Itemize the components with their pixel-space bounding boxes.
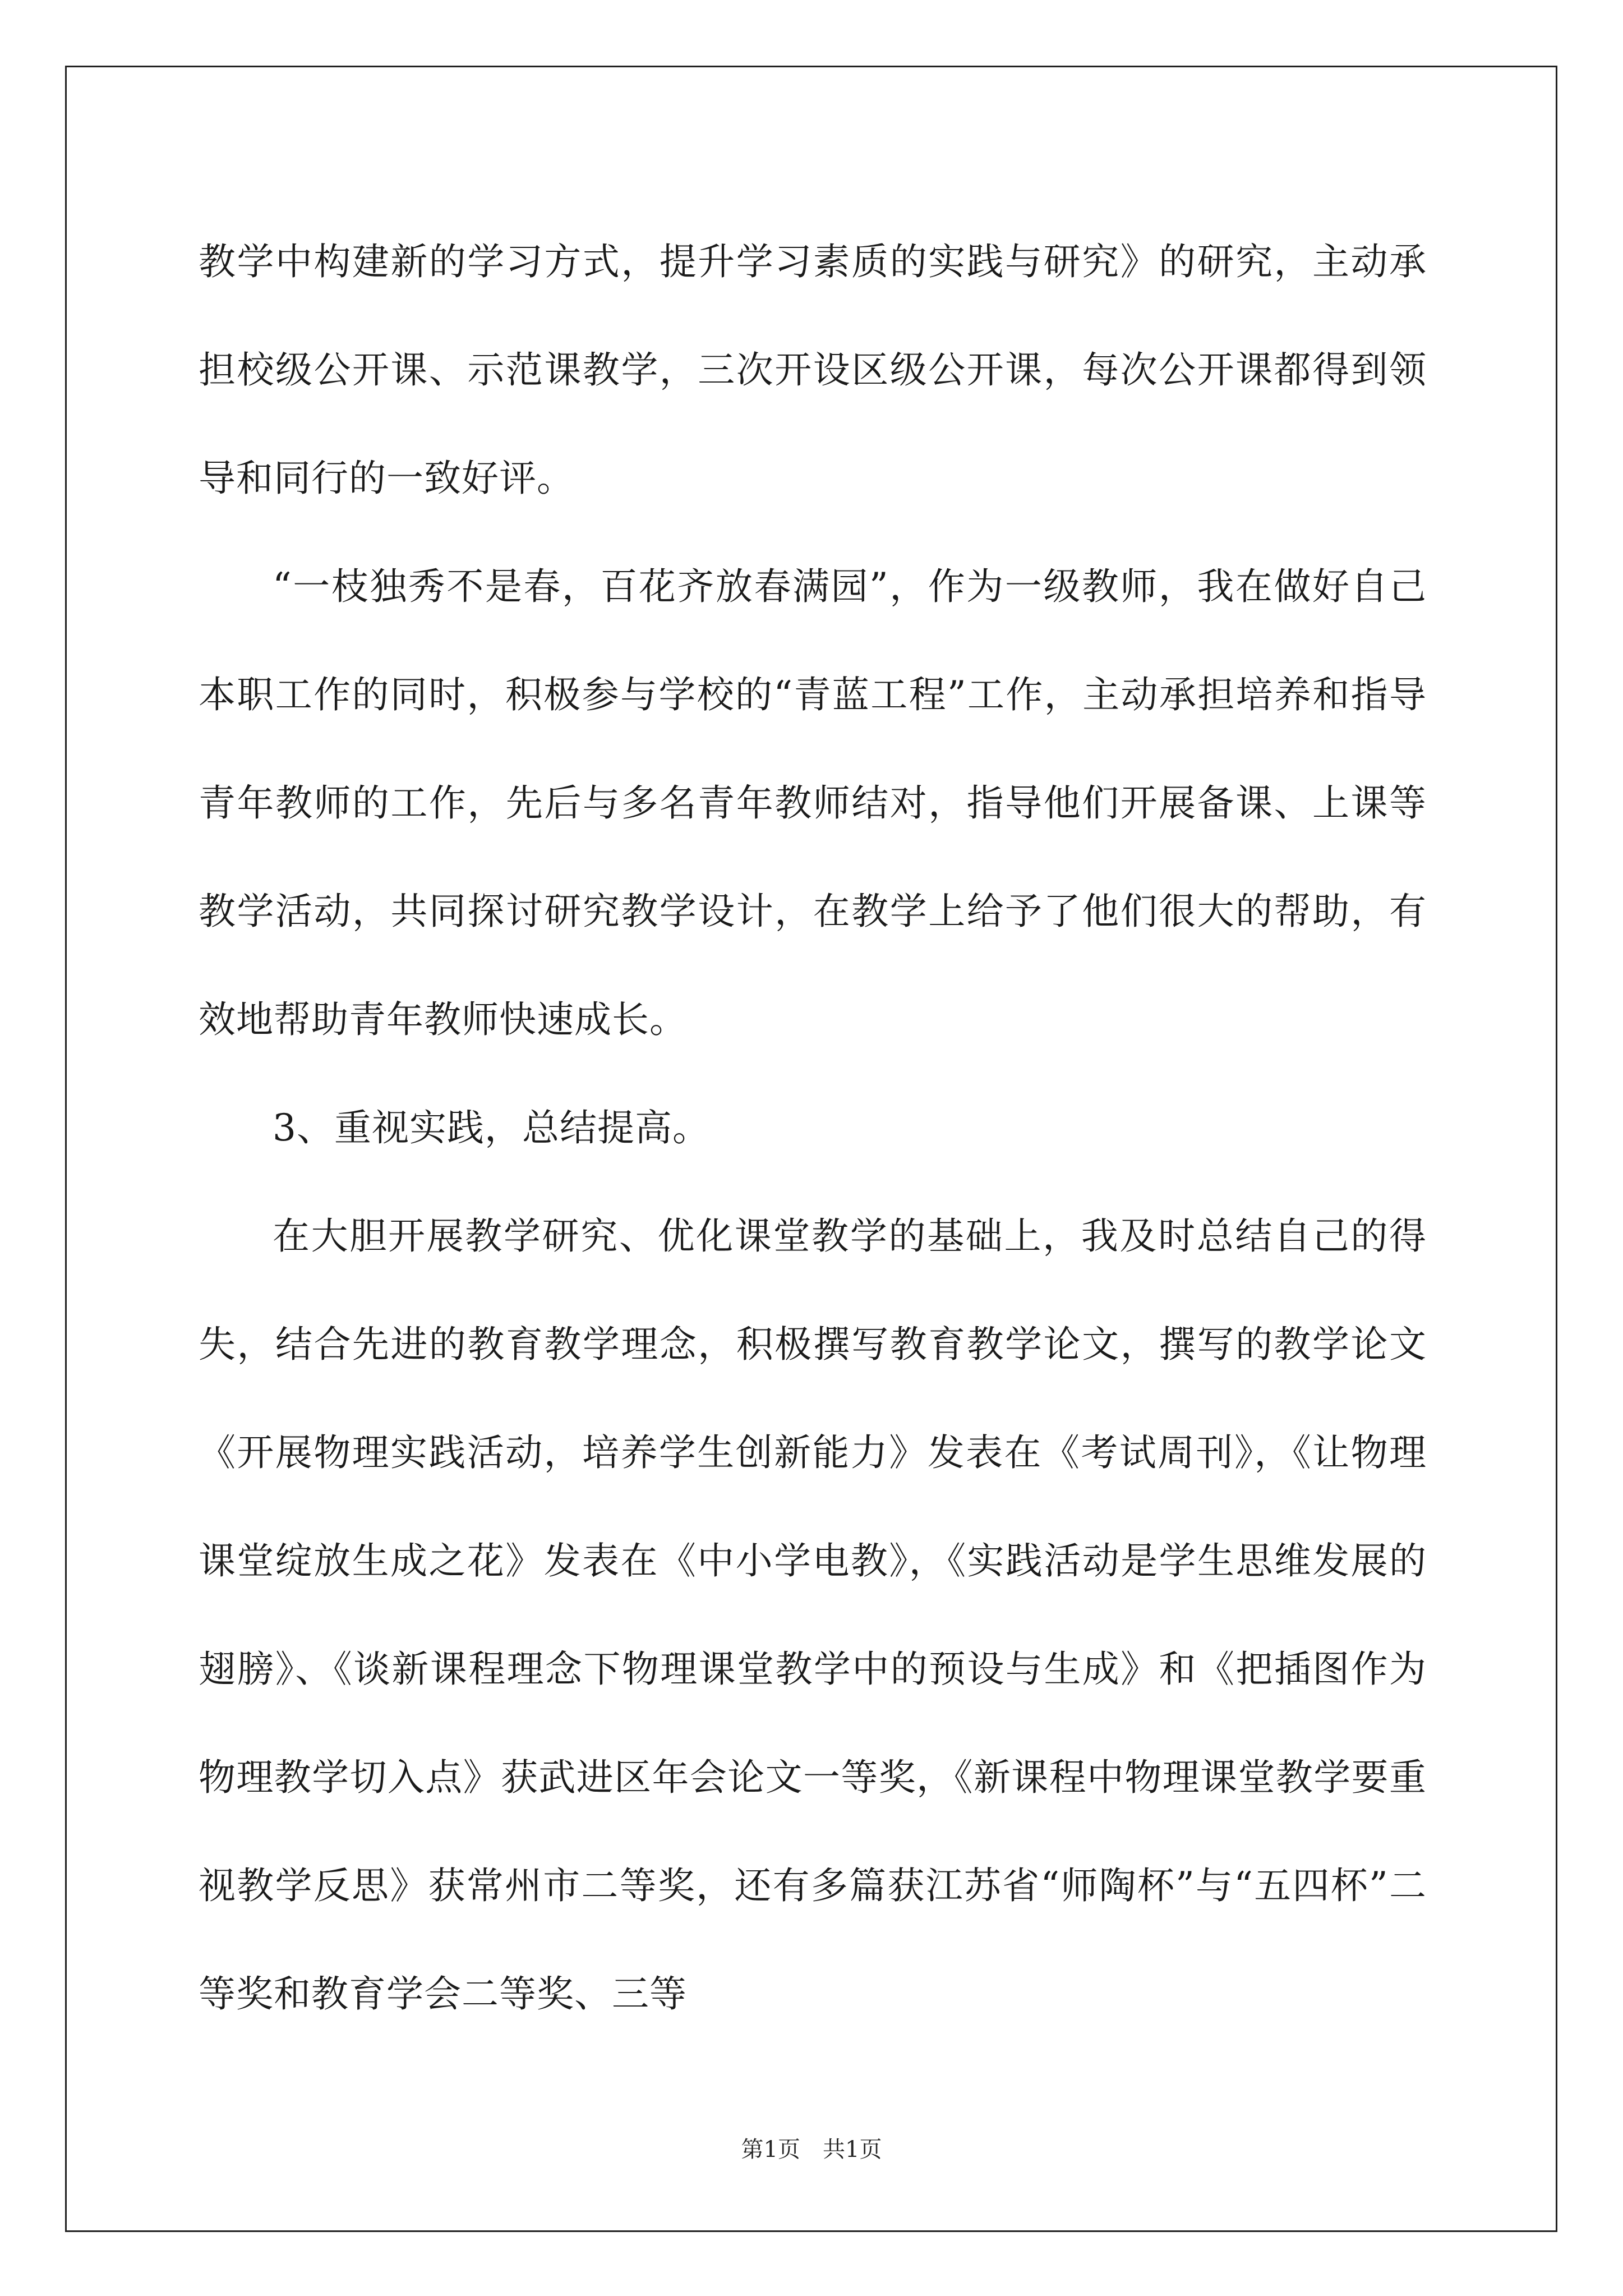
paragraph-continuation: 教学中构建新的学习方式，提升学习素质的实践与研究》的研究，主动承担校级公开课、示范课教学，三次开设区级公开课，每次公开课都得到领导和同行的一致好评。 [199,240,1427,500]
paragraph-publications: 在大胆开展教学研究、优化课堂教学的基础上，我及时总结自己的得失，结合先进的教育教学理念，积极撰写教育教学论文，撰写的教学论文《开展物理实践活动，培养学生创新能力》发表在《考试周刊》，《让物理课堂绽放生成之花》发表在《中小学电教》，《实践活动是学生思维发展的翅膀》、《谈新课程理念下物理课堂教学中的预设与生成》和《把插图作为物理教学切入点》获武进区年会论文一等奖，《新课程中物理课堂教学要重视教学反思》获常州市二等奖，还有多篇获江苏省“师陶杯”与“五四杯”二等奖和教育学会二等奖、三等 [199,1214,1427,2016]
document-body [199,208,1427,2048]
paragraph-mentoring: “一枝独秀不是春，百花齐放春满园”，作为一级教师，我在做好自己本职工作的同时，积极参与学校的“青蓝工程”工作，主动承担培养和指导青年教师的工作，先后与多名青年教师结对，指导他们开展备课、上课等教学活动，共同探讨研究教学设计，在教学上给予了他们很大的帮助，有效地帮助青年教师快速成长。 [199,565,1427,1041]
page-footer: 第1页 共1页 [741,2137,882,2162]
section-heading-practice: 3、重视实践，总结提高。 [273,1106,710,1149]
